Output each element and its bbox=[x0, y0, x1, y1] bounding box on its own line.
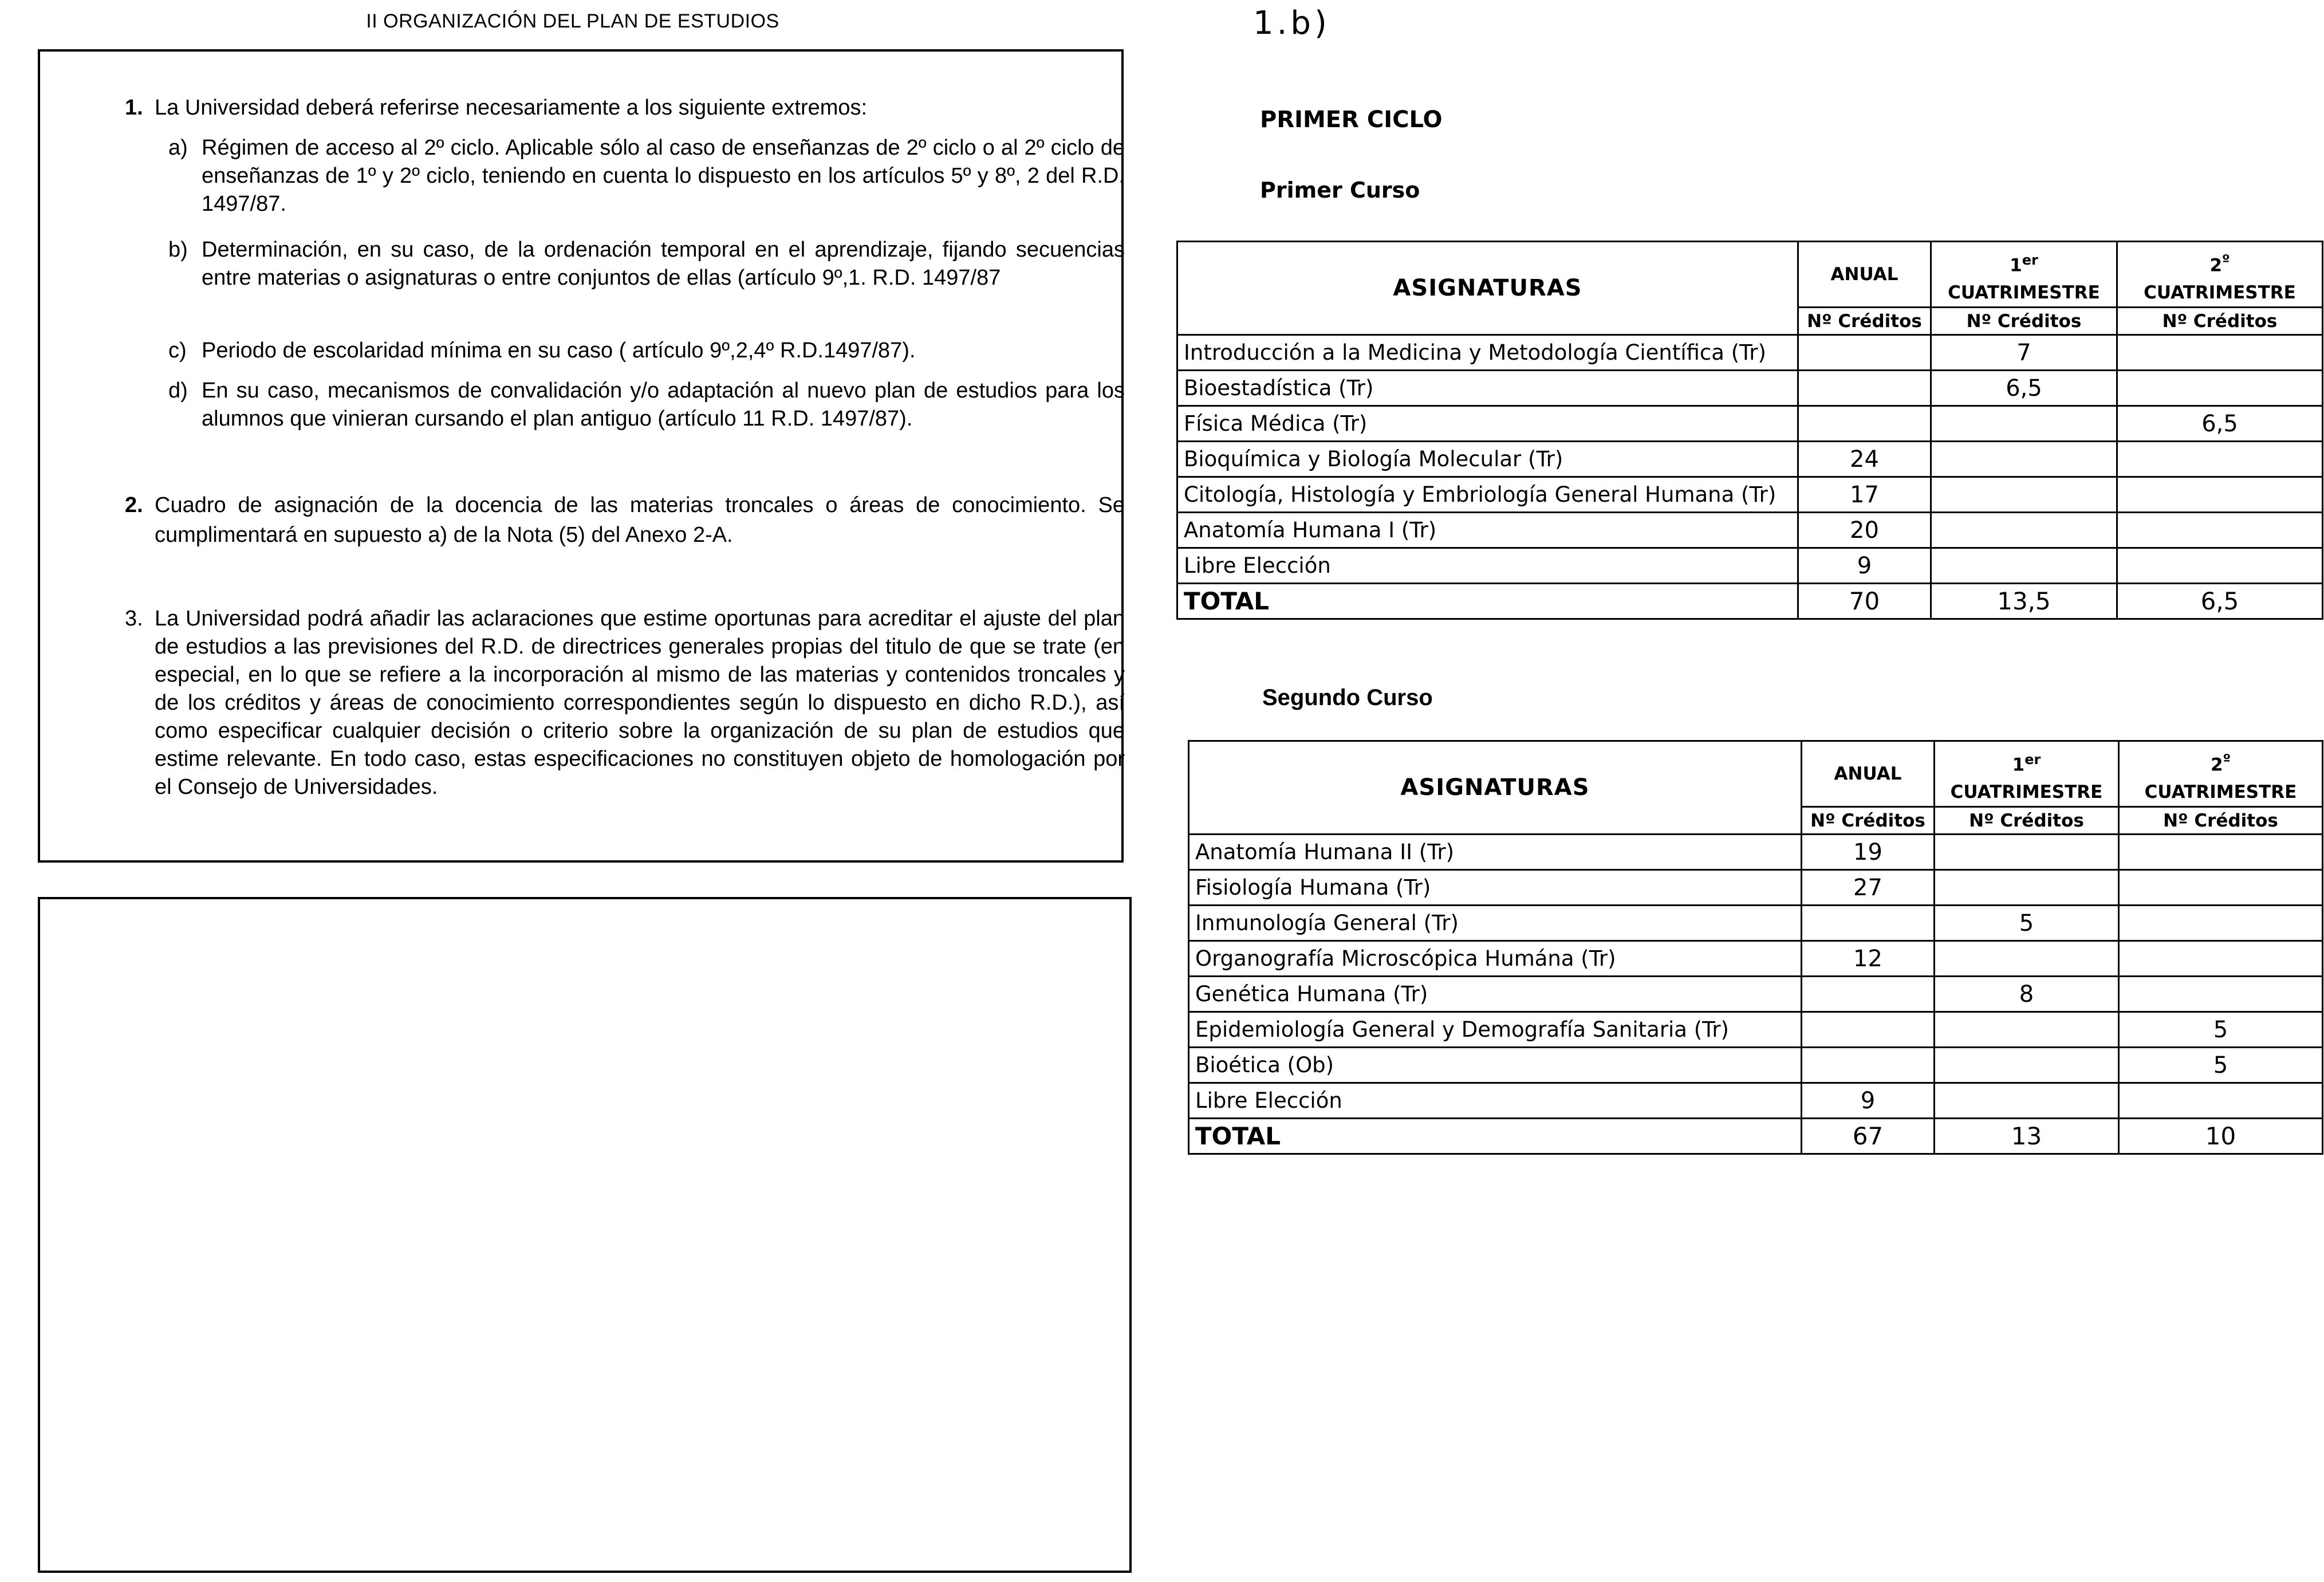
course-title-1: Primer Curso bbox=[1260, 178, 1420, 203]
subject-cell: Bioquímica y Biología Molecular (Tr) bbox=[1177, 442, 1798, 477]
table-row bbox=[1189, 1012, 2323, 1048]
section-title: PRIMER CICLO bbox=[1260, 107, 1443, 133]
course-2-table bbox=[1188, 740, 2323, 1155]
subject-cell: Epidemiología General y Demografía Sanitaria (Tr) bbox=[1189, 1012, 1802, 1048]
subject-cell: Inmunología General (Tr) bbox=[1189, 906, 1802, 941]
cuatrimestre-1-credits-cell bbox=[1931, 513, 2117, 548]
subitem-letter: a) bbox=[168, 136, 188, 160]
instruction-item-2 bbox=[125, 490, 1125, 550]
anual-credits-cell bbox=[1802, 1048, 1935, 1083]
table-row bbox=[1189, 906, 2323, 941]
cuatrimestre-2-credits-cell bbox=[2119, 906, 2323, 941]
cuatrimestre-2-credits-cell bbox=[2117, 371, 2323, 406]
subject-cell: TOTAL bbox=[1177, 584, 1798, 619]
item-text: La Universidad deberá referirse necesariamente a los siguiente extremos: bbox=[155, 96, 868, 120]
cuatrimestre-2-credits-cell bbox=[2119, 870, 2323, 906]
subitem-b bbox=[168, 236, 1125, 292]
subject-cell: Genética Humana (Tr) bbox=[1189, 977, 1802, 1012]
handwritten-mark: 1.b) bbox=[1253, 5, 1330, 42]
anual-credits-cell: 17 bbox=[1798, 477, 1931, 513]
item-text: Cuadro de asignación de la docencia de las materias troncales o áreas de conocimiento. Se cumplimentará en supuesto a) de la Nota (5) del Anexo 2-A. bbox=[155, 493, 1125, 547]
ordinal: 2 bbox=[2209, 255, 2223, 276]
cuatrimestre-1-credits-cell: 8 bbox=[1935, 977, 2119, 1012]
subject-cell: Bioética (Ob) bbox=[1189, 1048, 1802, 1083]
anual-credits-cell bbox=[1802, 906, 1935, 941]
subject-cell: Citología, Histología y Embriología General Humana (Tr) bbox=[1177, 477, 1798, 513]
cuatrimestre-1-credits-cell: 6,5 bbox=[1931, 371, 2117, 406]
instruction-item-1 bbox=[125, 93, 1082, 123]
anual-credits-cell bbox=[1802, 1012, 1935, 1048]
total-row bbox=[1177, 584, 2323, 619]
subject-cell: Libre Elección bbox=[1177, 548, 1798, 584]
cuatrimestre-1-credits-cell bbox=[1931, 442, 2117, 477]
anual-credits-cell: 19 bbox=[1802, 835, 1935, 870]
cuatrimestre-2-credits-cell: 5 bbox=[2119, 1048, 2323, 1083]
cuatrimestre-2-credits-cell: 6,5 bbox=[2117, 406, 2323, 442]
cuatrimestre-2-credits-cell bbox=[2117, 335, 2323, 371]
anual-credits-cell: 27 bbox=[1802, 870, 1935, 906]
item-number: 3. bbox=[125, 607, 143, 631]
subitem-letter: b) bbox=[168, 238, 188, 262]
anual-credits-cell: 24 bbox=[1798, 442, 1931, 477]
anual-credits-cell bbox=[1798, 406, 1931, 442]
cuatrimestre-1-credits-cell: 7 bbox=[1931, 335, 2117, 371]
table-row bbox=[1177, 371, 2323, 406]
header-creditos: Nº Créditos bbox=[1802, 807, 1935, 835]
instructions-box bbox=[38, 49, 1124, 863]
anual-credits-cell: 12 bbox=[1802, 941, 1935, 977]
cuatrimestre-2-credits-cell bbox=[2119, 977, 2323, 1012]
subject-cell: Libre Elección bbox=[1189, 1083, 1802, 1119]
subject-cell: Introducción a la Medicina y Metodología Científica (Tr) bbox=[1177, 335, 1798, 371]
cuatrimestre-1-credits-cell bbox=[1935, 835, 2119, 870]
ordinal-suffix: er bbox=[2024, 751, 2041, 768]
subject-cell: Bioestadística (Tr) bbox=[1177, 371, 1798, 406]
empty-box bbox=[38, 897, 1132, 1573]
table-row bbox=[1189, 941, 2323, 977]
subject-cell: Anatomía Humana I (Tr) bbox=[1177, 513, 1798, 548]
ordinal-suffix: º bbox=[2222, 251, 2230, 268]
header-creditos: Nº Créditos bbox=[1931, 308, 2117, 335]
header-cuatrimestre-2 bbox=[2119, 741, 2323, 807]
cuatrimestre-2-credits-cell bbox=[2117, 513, 2323, 548]
course-title-2: Segundo Curso bbox=[1262, 685, 1433, 710]
anual-credits-cell: 20 bbox=[1798, 513, 1931, 548]
cuatrimestre-2-credits-cell bbox=[2119, 835, 2323, 870]
subitem-a bbox=[168, 134, 1125, 218]
ordinal-suffix: º bbox=[2223, 751, 2231, 768]
table-row bbox=[1177, 442, 2323, 477]
table-row bbox=[1177, 548, 2323, 584]
cuatrimestre-2-credits-cell bbox=[2117, 548, 2323, 584]
subitem-text: En su caso, mecanismos de convalidación y/o adaptación al nuevo plan de estudios para los alumnos que vinieran cursando el plan antiguo (artículo 11 R.D. 1497/87). bbox=[202, 379, 1125, 431]
header-anual: ANUAL bbox=[1798, 242, 1931, 308]
page-header: II ORGANIZACIÓN DEL PLAN DE ESTUDIOS bbox=[366, 10, 779, 32]
cuatrimestre-1-credits-cell bbox=[1931, 548, 2117, 584]
anual-credits-cell: 70 bbox=[1798, 584, 1931, 619]
anual-credits-cell bbox=[1802, 977, 1935, 1012]
header-cuatrimestre-2 bbox=[2117, 242, 2323, 308]
table-row bbox=[1189, 835, 2323, 870]
header-creditos: Nº Créditos bbox=[2119, 807, 2323, 835]
ordinal: 1 bbox=[2010, 255, 2022, 276]
subitem-c bbox=[168, 337, 1125, 365]
cuatrimestre-label: CUATRIMESTRE bbox=[2144, 782, 2297, 803]
cuatrimestre-2-credits-cell bbox=[2117, 477, 2323, 513]
cuatrimestre-label: CUATRIMESTRE bbox=[2144, 282, 2296, 304]
subitem-text: Periodo de escolaridad mínima en su caso ( artículo 9º,2,4º R.D.1497/87). bbox=[202, 339, 916, 363]
item-text: La Universidad podrá añadir las aclaraciones que estime oportunas para acreditar el ajuste del plan de estudios a las previsiones del R.D. de directrices generales propias del titulo de que se trate (en especial, en lo que se refiere a la incorporación al mismo de las materias y contenidos troncales y de los créditos y áreas de conocimiento correspondientes según lo dispuesto en dicho R.D.), así como especificar cualquier decisión o criterio sobre la organización de su plan de estudios que estime relevante. En todo caso, estas especificaciones no constituyen objeto de homologación por el Consejo de Universidades. bbox=[155, 607, 1125, 799]
cuatrimestre-label: CUATRIMESTRE bbox=[1948, 282, 2100, 304]
item-number: 2. bbox=[125, 493, 143, 517]
table-row bbox=[1177, 406, 2323, 442]
table-row bbox=[1177, 335, 2323, 371]
header-asignaturas: ASIGNATURAS bbox=[1189, 741, 1802, 835]
ordinal-suffix: er bbox=[2022, 251, 2038, 268]
anual-credits-cell bbox=[1798, 371, 1931, 406]
cuatrimestre-1-credits-cell: 13,5 bbox=[1931, 584, 2117, 619]
course-1-rows bbox=[1177, 335, 2323, 619]
subitem-text: Determinación, en su caso, de la ordenación temporal en el aprendizaje, fijando secuencias entre materias o asignaturas o entre conjuntos de ellas (artículo 9º,1. R.D. 1497/87 bbox=[202, 238, 1125, 290]
total-row bbox=[1189, 1119, 2323, 1154]
ordinal: 2 bbox=[2210, 754, 2223, 776]
cuatrimestre-1-credits-cell bbox=[1935, 1012, 2119, 1048]
instruction-item-3 bbox=[125, 605, 1125, 801]
header-cuatrimestre-1 bbox=[1931, 242, 2117, 308]
cuatrimestre-1-credits-cell bbox=[1935, 1083, 2119, 1119]
cuatrimestre-2-credits-cell: 5 bbox=[2119, 1012, 2323, 1048]
cuatrimestre-2-credits-cell bbox=[2119, 1083, 2323, 1119]
subject-cell: Física Médica (Tr) bbox=[1177, 406, 1798, 442]
table-row bbox=[1189, 1048, 2323, 1083]
anual-credits-cell: 9 bbox=[1802, 1083, 1935, 1119]
header-creditos: Nº Créditos bbox=[1798, 308, 1931, 335]
anual-credits-cell bbox=[1798, 335, 1931, 371]
cuatrimestre-1-credits-cell: 13 bbox=[1935, 1119, 2119, 1154]
course-1-table bbox=[1176, 241, 2323, 620]
cuatrimestre-2-credits-cell: 10 bbox=[2119, 1119, 2323, 1154]
header-creditos: Nº Créditos bbox=[1935, 807, 2119, 835]
cuatrimestre-1-credits-cell: 5 bbox=[1935, 906, 2119, 941]
cuatrimestre-1-credits-cell bbox=[1935, 941, 2119, 977]
subitem-letter: d) bbox=[168, 379, 188, 403]
table-row bbox=[1189, 1083, 2323, 1119]
cuatrimestre-2-credits-cell: 6,5 bbox=[2117, 584, 2323, 619]
header-anual: ANUAL bbox=[1802, 741, 1935, 807]
cuatrimestre-2-credits-cell bbox=[2117, 442, 2323, 477]
subject-cell: TOTAL bbox=[1189, 1119, 1802, 1154]
ordinal: 1 bbox=[2012, 754, 2025, 776]
header-cuatrimestre-1 bbox=[1935, 741, 2119, 807]
cuatrimestre-label: CUATRIMESTRE bbox=[1950, 782, 2103, 803]
cuatrimestre-1-credits-cell bbox=[1935, 870, 2119, 906]
subject-cell: Organografía Microscópica Humána (Tr) bbox=[1189, 941, 1802, 977]
table-row bbox=[1177, 477, 2323, 513]
subitem-d bbox=[168, 377, 1125, 433]
subject-cell: Anatomía Humana II (Tr) bbox=[1189, 835, 1802, 870]
subitem-text: Régimen de acceso al 2º ciclo. Aplicable sólo al caso de enseñanzas de 2º ciclo o al 2º ciclo de enseñanzas de 1º y 2º ciclo, teniendo en cuenta lo dispuesto en los artículos 5º y 8º, 2 del R.D. 1497/87. bbox=[202, 136, 1125, 216]
anual-credits-cell: 9 bbox=[1798, 548, 1931, 584]
cuatrimestre-2-credits-cell bbox=[2119, 941, 2323, 977]
table-row bbox=[1177, 513, 2323, 548]
table-row bbox=[1189, 977, 2323, 1012]
header-asignaturas: ASIGNATURAS bbox=[1177, 242, 1798, 335]
cuatrimestre-1-credits-cell bbox=[1931, 477, 2117, 513]
subject-cell: Fisiología Humana (Tr) bbox=[1189, 870, 1802, 906]
table-row bbox=[1189, 870, 2323, 906]
cuatrimestre-1-credits-cell bbox=[1931, 406, 2117, 442]
header-creditos: Nº Créditos bbox=[2117, 308, 2323, 335]
subitem-letter: c) bbox=[168, 339, 187, 363]
item-number: 1. bbox=[125, 96, 143, 120]
cuatrimestre-1-credits-cell bbox=[1935, 1048, 2119, 1083]
course-2-rows bbox=[1189, 835, 2323, 1154]
anual-credits-cell: 67 bbox=[1802, 1119, 1935, 1154]
